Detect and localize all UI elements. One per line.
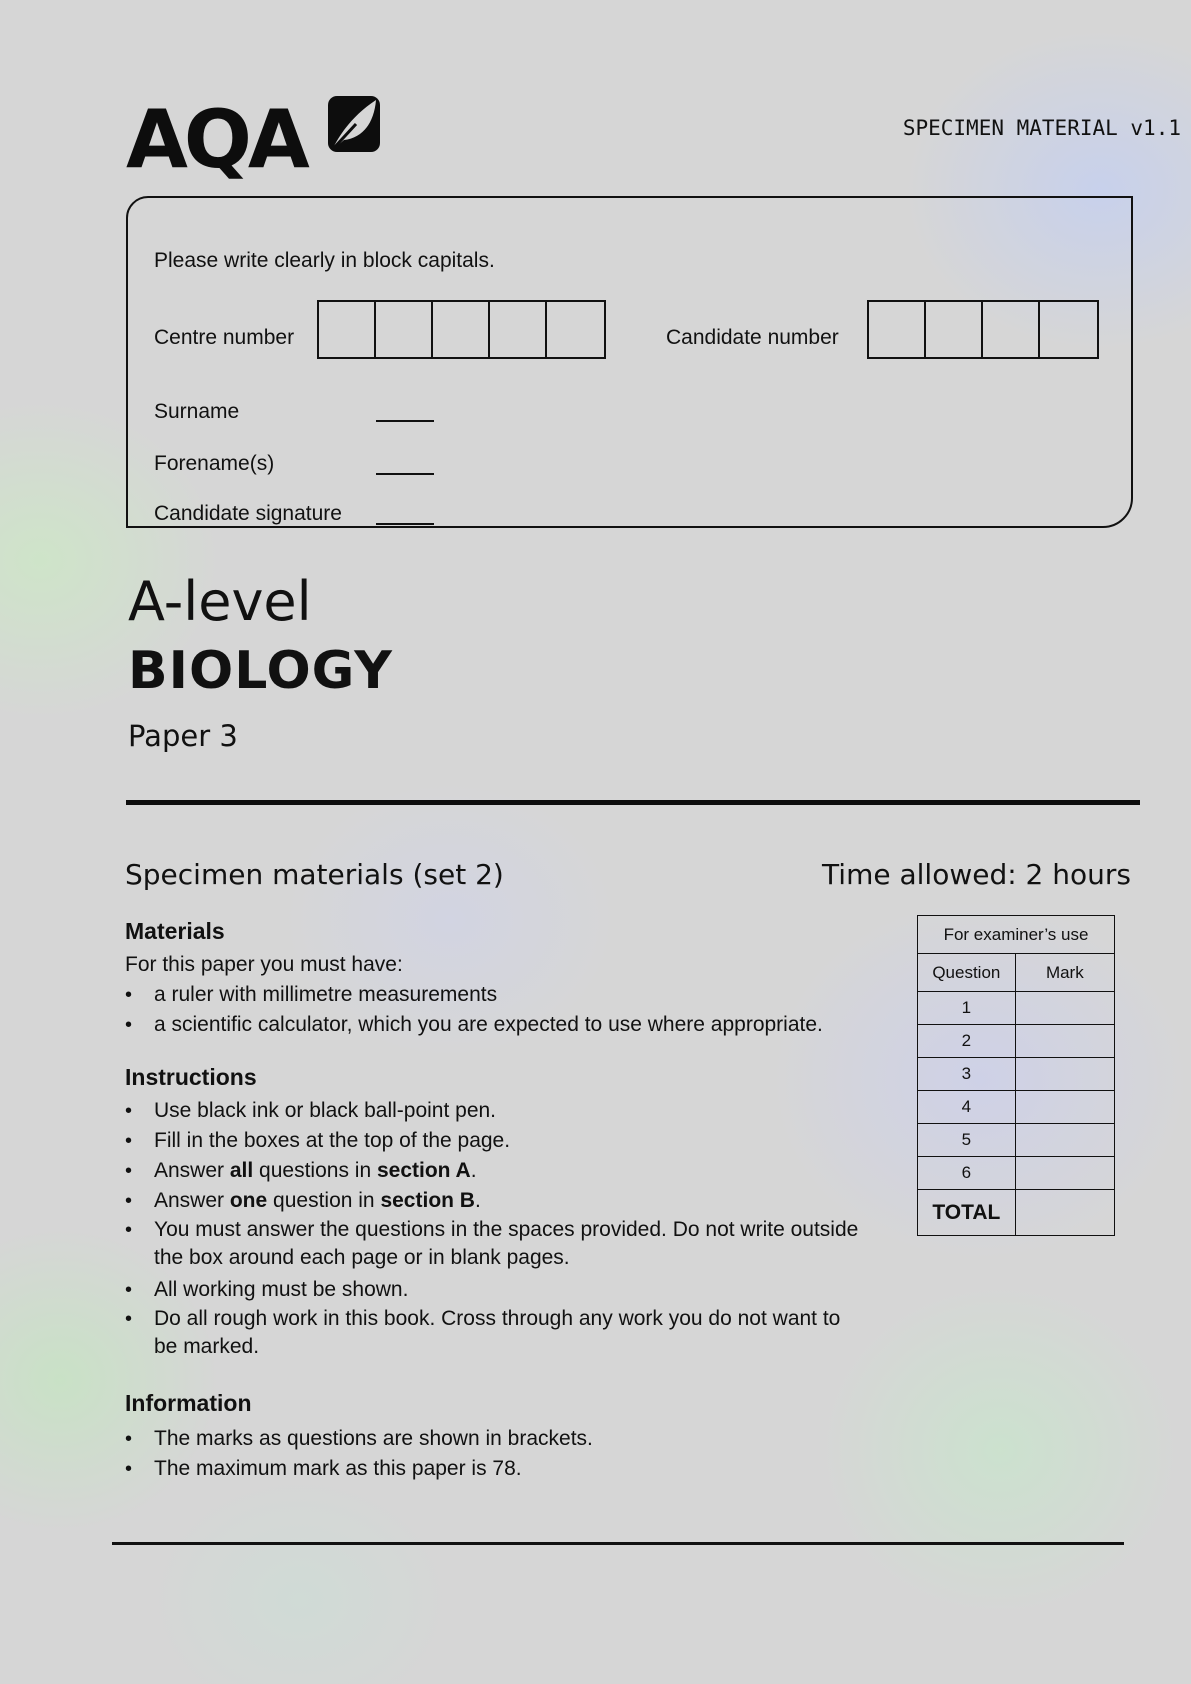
aqa-logo	[126, 94, 386, 184]
centre-number-digit[interactable]	[547, 302, 604, 357]
list-item: • Do all rough work in this book. Cross through any work you do not want to be marked.	[125, 1305, 865, 1361]
table-row	[918, 1025, 1115, 1058]
materials-list	[125, 980, 823, 1040]
candidate-details-box	[126, 196, 1133, 528]
specimen-label: SPECIMEN MATERIAL v1.1	[902, 116, 1181, 140]
specimen-set-label: Specimen materials (set 2)	[125, 858, 504, 891]
title-divider	[126, 800, 1140, 805]
instructions-heading: Instructions	[125, 1064, 257, 1090]
centre-number-label: Centre number	[154, 326, 295, 349]
list-item: • a ruler with millimetre measurements	[125, 980, 823, 1010]
bottom-divider	[112, 1542, 1124, 1545]
paper-number: Paper 3	[128, 719, 238, 753]
total-label: TOTAL	[918, 1190, 1016, 1236]
surname-field[interactable]	[376, 420, 434, 422]
question-number: 4	[918, 1091, 1016, 1124]
question-number: 1	[918, 992, 1016, 1025]
forenames-label: Forename(s)	[154, 452, 275, 475]
list-item: • a scientific calculator, which you are expected to use where appropriate.	[125, 1010, 823, 1040]
examiner-use-table	[917, 915, 1115, 1236]
question-number: 2	[918, 1025, 1016, 1058]
table-row	[918, 1091, 1115, 1124]
forenames-field[interactable]	[376, 473, 434, 475]
signature-label: Candidate signature	[154, 502, 342, 525]
candidate-number-digit[interactable]	[869, 302, 926, 357]
mark-cell[interactable]	[1015, 1058, 1114, 1091]
list-item: • Fill in the boxes at the top of the page.	[125, 1126, 865, 1156]
centre-number-digit[interactable]	[376, 302, 433, 357]
candidate-number-label: Candidate number	[666, 326, 839, 349]
mark-column-header: Mark	[1015, 954, 1114, 992]
centre-number-digit[interactable]	[319, 302, 376, 357]
block-capitals-instruction: Please write clearly in block capitals.	[154, 249, 495, 272]
question-number: 3	[918, 1058, 1016, 1091]
mark-cell[interactable]	[1015, 1124, 1114, 1157]
candidate-number-digit[interactable]	[1040, 302, 1097, 357]
centre-number-digit[interactable]	[433, 302, 490, 357]
mark-cell[interactable]	[1015, 1025, 1114, 1058]
surname-label: Surname	[154, 400, 240, 423]
qualification-level: A-level	[128, 570, 312, 633]
table-row	[918, 1124, 1115, 1157]
examiner-table-title: For examiner’s use	[918, 916, 1115, 954]
mark-cell[interactable]	[1015, 1157, 1114, 1190]
materials-intro: For this paper you must have:	[125, 953, 403, 976]
table-row	[918, 1157, 1115, 1190]
list-item: • Answer one question in section B.	[125, 1186, 865, 1216]
candidate-number-boxes[interactable]	[867, 300, 1099, 359]
leaf-icon	[326, 94, 382, 154]
subject-title: BIOLOGY	[128, 641, 393, 701]
mark-cell[interactable]	[1015, 1091, 1114, 1124]
information-list	[125, 1424, 593, 1484]
list-item: • The marks as questions are shown in brackets.	[125, 1424, 593, 1454]
mark-cell[interactable]	[1015, 992, 1114, 1025]
list-item: • Answer all questions in section A.	[125, 1156, 865, 1186]
candidate-number-digit[interactable]	[983, 302, 1040, 357]
candidate-number-digit[interactable]	[926, 302, 983, 357]
aqa-logo-text: AQA	[126, 93, 306, 186]
signature-field[interactable]	[376, 523, 434, 525]
centre-number-digit[interactable]	[490, 302, 547, 357]
table-row	[918, 992, 1115, 1025]
total-mark-cell[interactable]	[1015, 1190, 1114, 1236]
materials-heading: Materials	[125, 918, 225, 944]
table-row	[918, 1058, 1115, 1091]
centre-number-boxes[interactable]	[317, 300, 606, 359]
list-item: • All working must be shown.	[125, 1275, 865, 1305]
information-heading: Information	[125, 1390, 252, 1416]
question-column-header: Question	[918, 954, 1016, 992]
list-item: • You must answer the questions in the spaces provided. Do not write outside the box around each page or in blank pages.	[125, 1216, 865, 1272]
time-allowed: Time allowed: 2 hours	[822, 858, 1131, 891]
list-item: • Use black ink or black ball-point pen.	[125, 1096, 865, 1126]
question-number: 5	[918, 1124, 1016, 1157]
instructions-list	[125, 1096, 865, 1364]
list-item: • The maximum mark as this paper is 78.	[125, 1454, 593, 1484]
question-number: 6	[918, 1157, 1016, 1190]
